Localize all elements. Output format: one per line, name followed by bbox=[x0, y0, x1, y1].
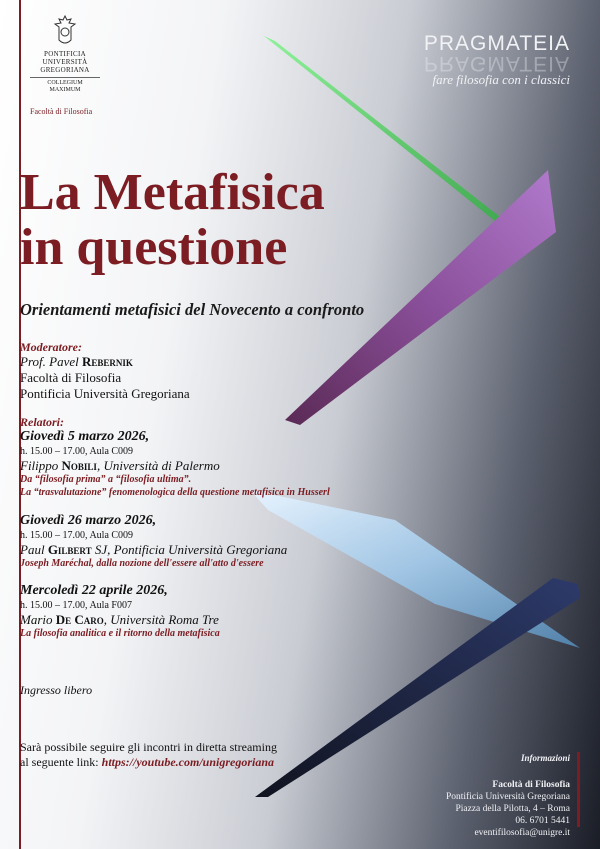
info-faculty: Facoltà di Filosofia bbox=[492, 780, 570, 790]
speakers-label: Relatori: bbox=[20, 415, 64, 429]
info-label: Informazioni bbox=[520, 753, 570, 763]
streaming-link[interactable]: https://youtube.com/unigregoriana bbox=[101, 755, 275, 769]
session-1-date: Giovedì 5 marzo 2026, bbox=[20, 429, 150, 444]
brand-tagline: fare filosofia con i classici bbox=[432, 72, 570, 87]
purple-plane bbox=[285, 170, 556, 425]
info-block bbox=[446, 752, 570, 839]
session-3-date: Mercoledì 22 aprile 2026, bbox=[20, 583, 168, 598]
moderator-university: Pontificia Università Gregoriana bbox=[20, 386, 190, 401]
moderator-label: Moderatore: bbox=[20, 340, 82, 354]
session-3-time: h. 15.00 – 17.00, Aula F007 bbox=[20, 600, 132, 611]
brand-name: PRAGMATEIA bbox=[423, 32, 570, 55]
free-entry-note: Ingresso libero bbox=[20, 683, 93, 697]
session-2-time: h. 15.00 – 17.00, Aula C009 bbox=[20, 530, 134, 541]
right-accent-rule bbox=[577, 752, 580, 827]
session-2-talk: Joseph Maréchal, dalla nozione dell'essere all'atto d'essere bbox=[20, 558, 264, 569]
streaming-note bbox=[20, 740, 277, 770]
session-1-time: h. 15.00 – 17.00, Aula C009 bbox=[20, 446, 134, 457]
university-crest-icon bbox=[51, 14, 79, 48]
info-university: Pontificia Università Gregoriana bbox=[446, 792, 570, 802]
session-1-talk-line2: La “trasvalutazione” fenomenologica della questione metafisica in Husserl bbox=[20, 487, 330, 498]
session-2-date: Giovedì 26 marzo 2026, bbox=[20, 513, 157, 528]
info-email[interactable]: eventifilosofia@unigre.it bbox=[474, 828, 570, 838]
moderator-name: Prof. Pavel Rebernik bbox=[20, 354, 133, 369]
university-name: PONTIFICIA UNIVERSITÀ GREGORIANA bbox=[40, 50, 90, 74]
faculty-label: Facoltà di Filosofia bbox=[30, 107, 93, 116]
session-1-speaker: Filippo Nobili, Università di Palermo bbox=[20, 458, 220, 473]
brand-block bbox=[424, 32, 570, 88]
moderator-faculty: Facoltà di Filosofia bbox=[20, 370, 122, 385]
session-1-talk-line1: Da “filosofia prima” a “filosofia ultima”. bbox=[20, 474, 192, 485]
brand-name-reflection: PRAGMATEIA bbox=[423, 52, 570, 75]
session-3-speaker: Mario De Caro, Università Roma Tre bbox=[20, 612, 219, 627]
streaming-line1: Sarà possibile seguire gli incontri in diretta streaming bbox=[20, 740, 277, 754]
session-3-talk: La filosofia analitica e il ritorno della metafisica bbox=[20, 628, 220, 639]
page-subtitle: Orientamenti metafisici del Novecento a confronto bbox=[20, 300, 365, 319]
page-title: La Metafisica in questione bbox=[20, 164, 325, 276]
university-logo bbox=[30, 14, 100, 94]
collegium-name: COLLEGIUM MAXIMUM bbox=[30, 77, 100, 94]
session-2-speaker: Paul Gilbert SJ, Pontificia Università Gregoriana bbox=[20, 542, 288, 557]
info-address: Piazza della Pilotta, 4 – Roma bbox=[455, 804, 570, 814]
streaming-line2: al seguente link: https://youtube.com/unigregoriana bbox=[20, 755, 275, 769]
info-phone: 06. 6701 5441 bbox=[515, 816, 570, 826]
